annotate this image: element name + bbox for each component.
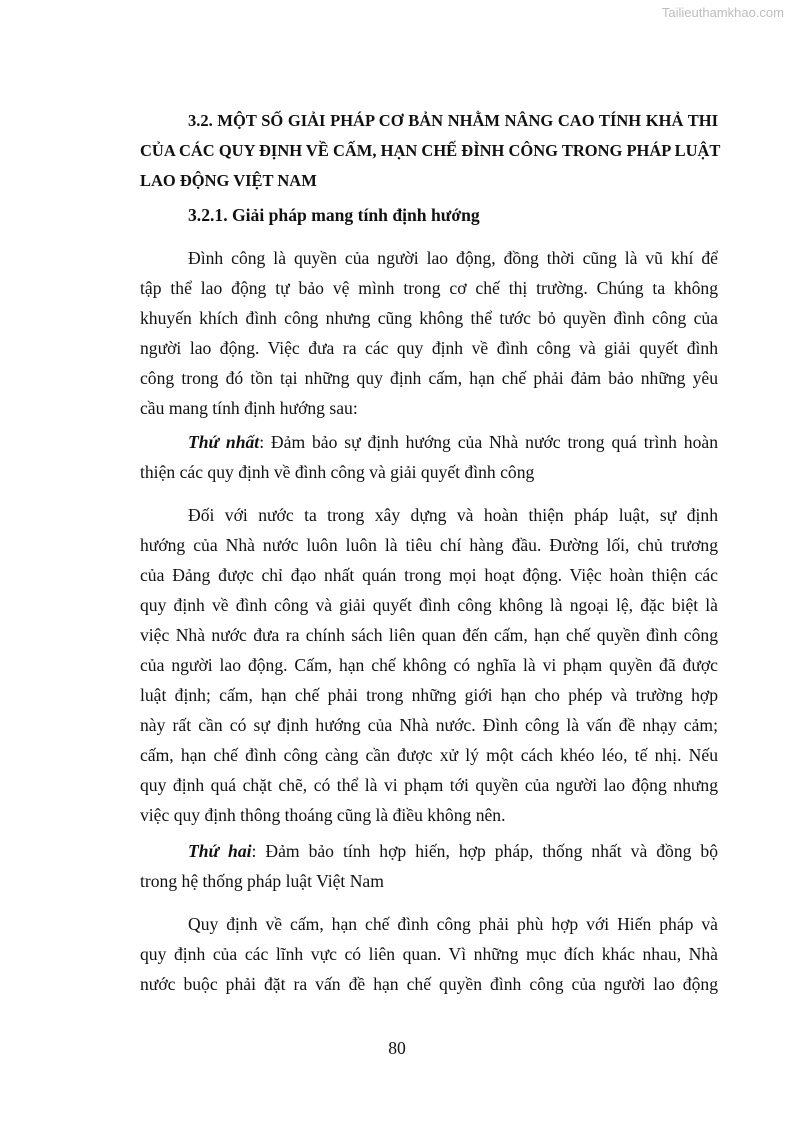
point-line	[140, 427, 718, 457]
page-number: 80	[388, 1038, 406, 1058]
paragraph-second-point	[140, 836, 718, 896]
paragraph-line: nước buộc phải đặt ra vấn đề hạn chế quyền đình công của người lao động	[140, 974, 718, 994]
heading-line: LAO ĐỘNG VIỆT NAM	[140, 171, 317, 190]
paragraph-line: cầu mang tính định hướng sau:	[140, 398, 358, 418]
paragraph-line: này rất cần có sự định hướng của Nhà nước. Đình công là vấn đề nhạy cảm;	[140, 715, 718, 735]
paragraph-line: hướng của Nhà nước luôn luôn là tiêu chí hàng đầu. Đường lối, chủ trương	[140, 535, 718, 555]
paragraph-line: tập thể lao động tự bảo vệ mình trong cơ chế thị trường. Chúng ta không	[140, 278, 718, 298]
point-lead: Thứ hai	[188, 841, 252, 861]
heading-line: 3.2. MỘT SỐ GIẢI PHÁP CƠ BẢN NHẰM NÂNG CAO TÍNH KHẢ THI	[188, 111, 718, 130]
paragraph-first-point	[140, 427, 718, 487]
paragraph-line: luật định; cấm, hạn chế phải trong những giới hạn cho phép và trường hợp	[140, 685, 718, 705]
point-text: : Đảm bảo sự định hướng của Nhà nước trong quá trình hoàn	[259, 432, 718, 452]
paragraph-line: người lao động. Việc đưa ra các quy định về đình công và giải quyết đình	[140, 338, 718, 358]
subsection-heading: 3.2.1. Giải pháp mang tính định hướng	[188, 205, 480, 225]
point-text: : Đảm bảo tính hợp hiến, hợp pháp, thống nhất và đồng bộ	[251, 841, 718, 861]
paragraph-line: Đối với nước ta trong xây dựng và hoàn thiện pháp luật, sự định	[188, 505, 718, 525]
paragraph-3	[140, 909, 718, 999]
paragraph-line: việc Nhà nước đưa ra chính sách liên quan đến cấm, hạn chế quyền đình công	[140, 625, 718, 645]
paragraph-line: quy định về đình công và giải quyết đình công không là ngoại lệ, đặc biệt là	[140, 595, 718, 615]
point-line: trong hệ thống pháp luật Việt Nam	[140, 871, 384, 891]
paragraph-line: của Đảng được chỉ đạo nhất quán trong mọi hoạt động. Việc hoàn thiện các	[140, 565, 718, 585]
point-line: thiện các quy định về đình công và giải quyết đình công	[140, 462, 535, 482]
paragraph-line: quy định quá chặt chẽ, có thể là vi phạm tới quyền của người lao động nhưng	[140, 775, 718, 795]
paragraph-2	[140, 500, 718, 830]
section-heading	[140, 106, 721, 196]
heading-line: CỦA CÁC QUY ĐỊNH VỀ CẤM, HẠN CHẾ ĐÌNH CÔNG TRONG PHÁP LUẬT	[140, 141, 721, 160]
paragraph-line: cấm, hạn chế đình công càng cần được xử lý một cách khéo léo, tế nhị. Nếu	[140, 745, 718, 765]
paragraph-line: quy định của các lĩnh vực có liên quan. Vì những mục đích khác nhau, Nhà	[140, 944, 718, 964]
paragraph-line: Quy định về cấm, hạn chế đình công phải phù hợp với Hiến pháp và	[188, 914, 718, 934]
point-lead: Thứ nhất	[188, 432, 260, 452]
point-line	[140, 836, 718, 866]
paragraph-line: của người lao động. Cấm, hạn chế không có nghĩa là vi phạm quyền đã được	[140, 655, 718, 675]
paragraph-line: việc quy định thông thoáng cũng là điều không nên.	[140, 805, 506, 825]
paragraph-line: Đình công là quyền của người lao động, đồng thời cũng là vũ khí để	[188, 248, 718, 268]
paragraph-1	[140, 243, 718, 423]
paragraph-line: công trong đó tồn tại những quy định cấm, hạn chế phải đảm bảo những yêu	[140, 368, 718, 388]
watermark: Tailieuthamkhao.com	[661, 5, 784, 20]
paragraph-line: khuyến khích đình công nhưng cũng không thể tước bỏ quyền đình công của	[140, 308, 718, 328]
